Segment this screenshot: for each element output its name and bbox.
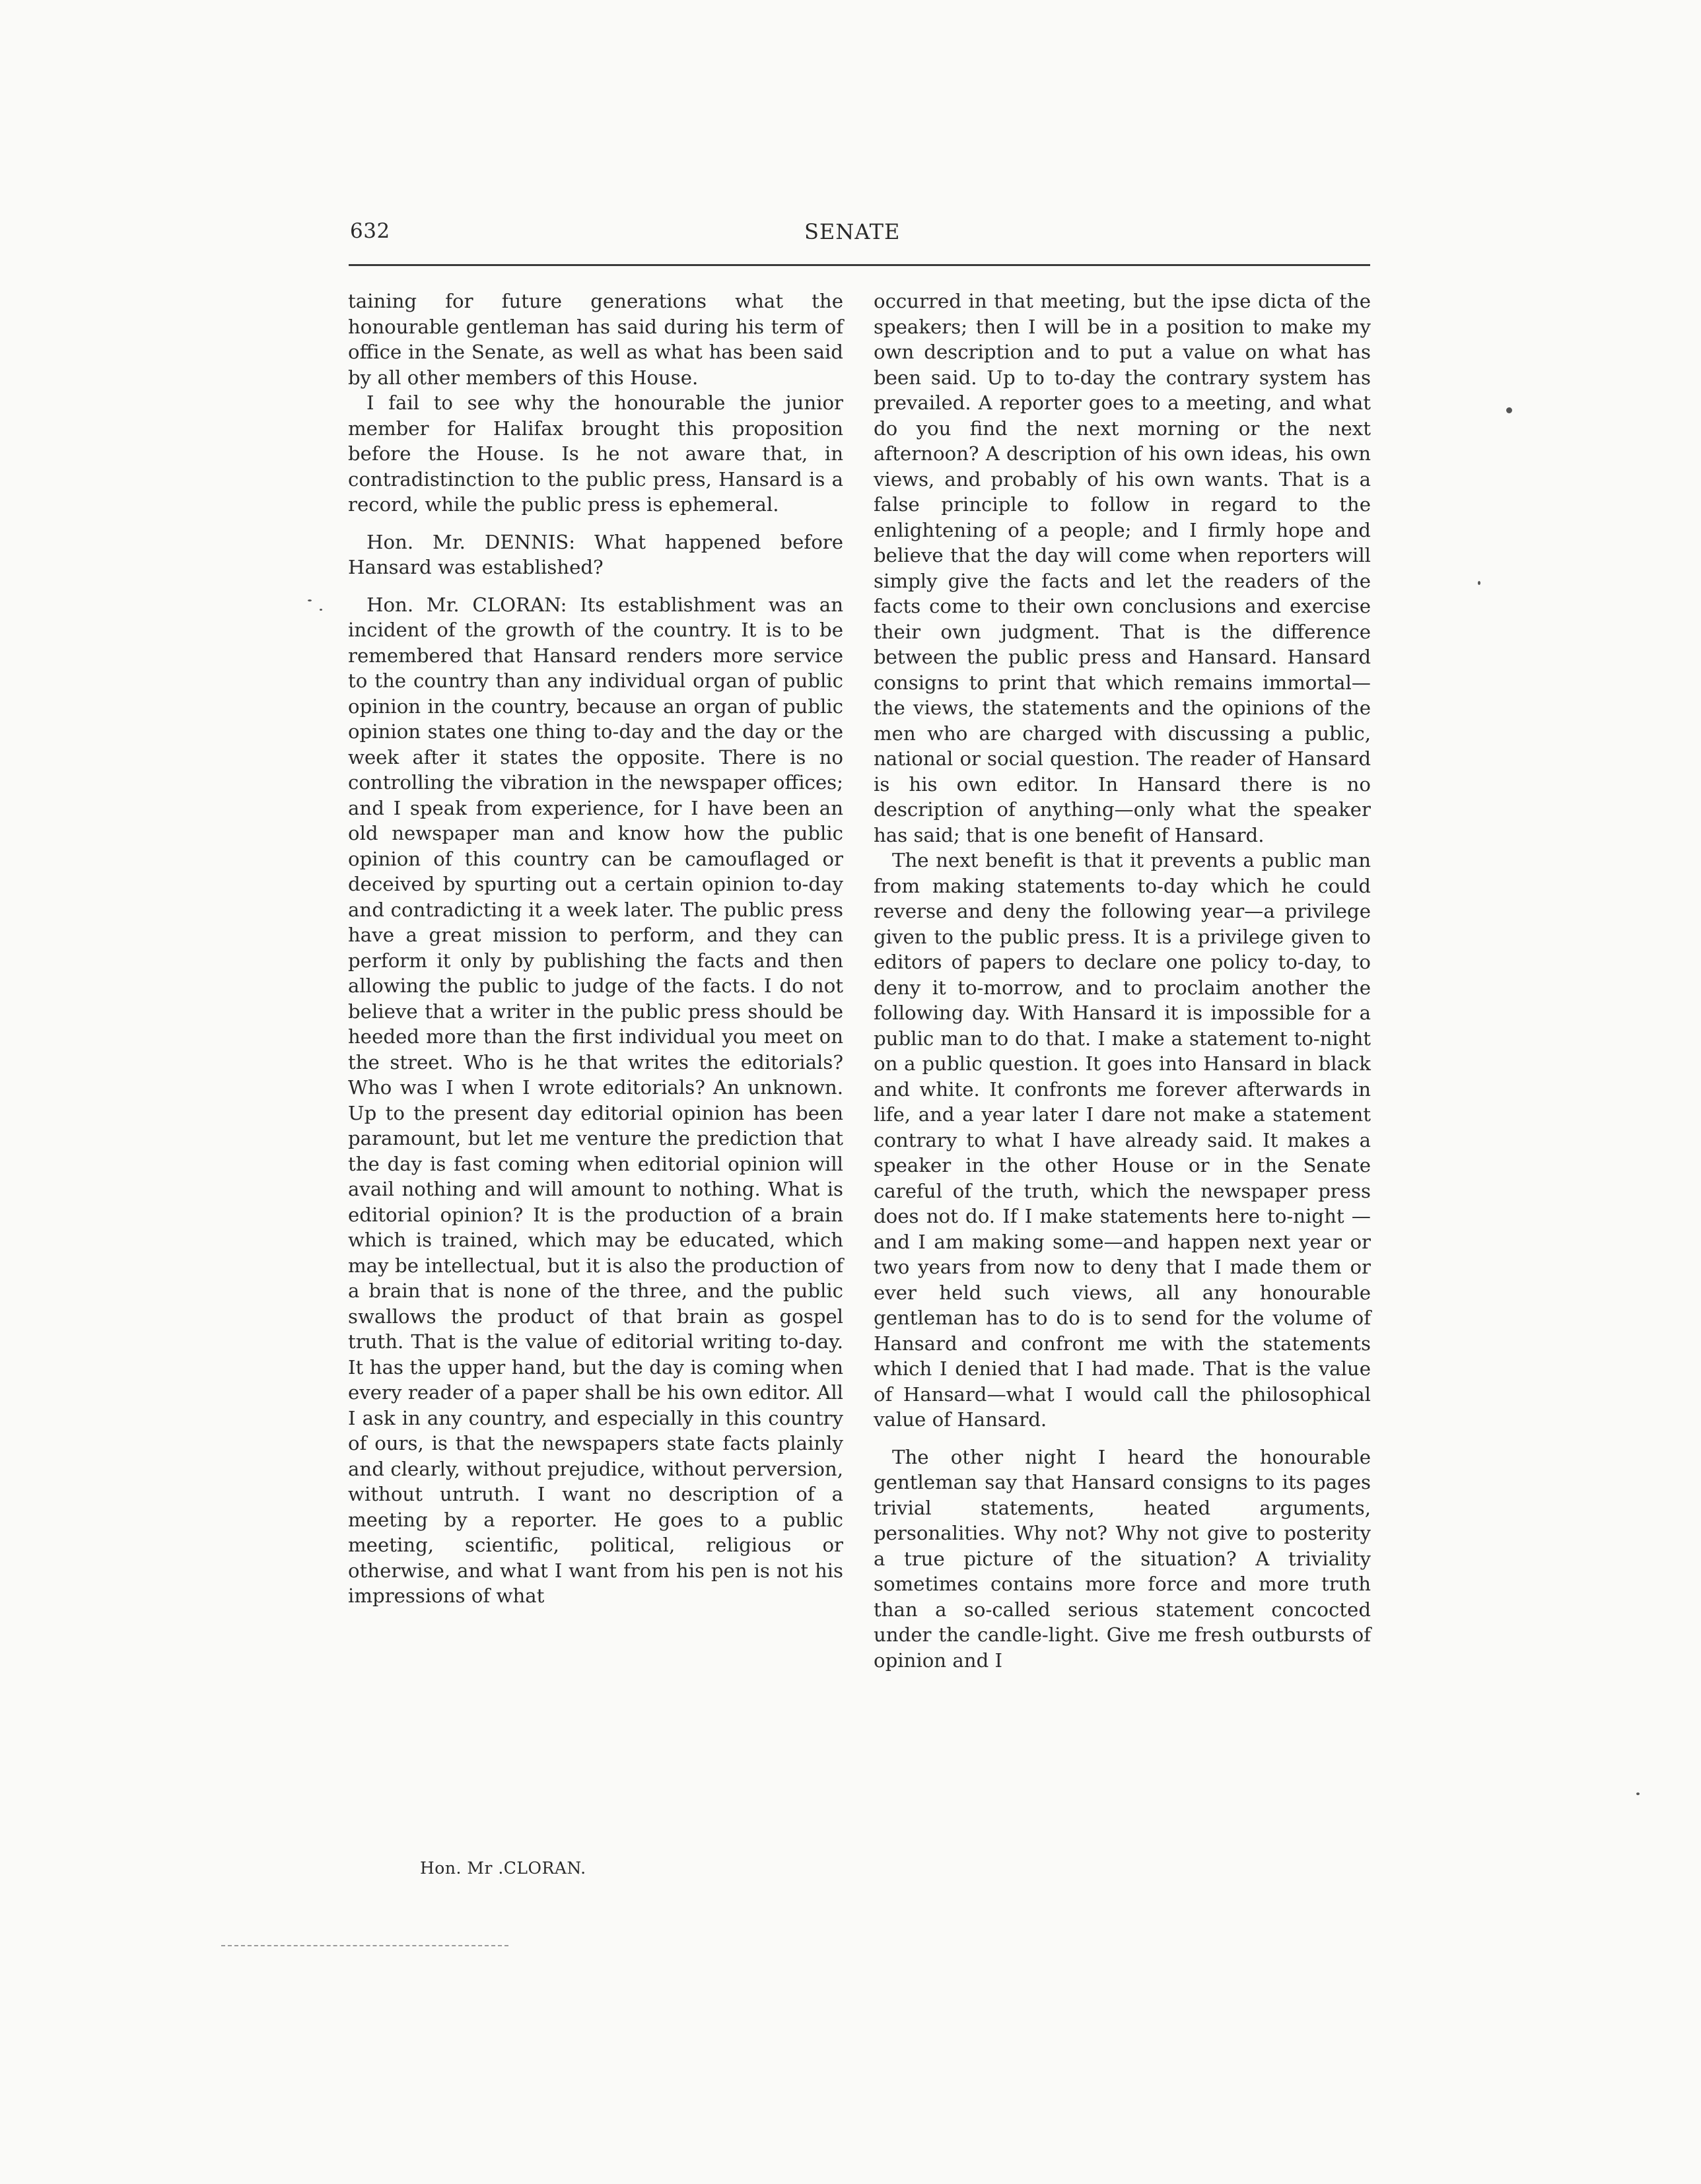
header-rule — [349, 264, 1370, 266]
paragraph: Hon. Mr. CLORAN: Its establishment was an incident of the growth of the country. It is to be remembered that Hansard renders more service to the country than any individual organ of public opinion in the country, because an organ of public opinion states one thing to-day and the day or the week after it states the opposite. There is no controlling the vibration in the newspaper offices; and I speak from experience, for I have been an old newspaper man and know how the public opinion of this country can be camouflaged or deceived by spurting out a certain opinion to-day and contradicting it a week later. The public press have a great mission to perform, and they can perform it only by publishing the facts and then allowing the public to judge of the facts. I do not believe that a writer in the public press should be heeded more than the first individual you meet on the street. Who is he that writes the editorials? Who was I when I wrote editorials? An unknown. Up to the present day editorial opinion has been paramount, but let me venture the prediction that the day is fast coming when editorial opinion will avail nothing and will amount to nothing. What is editorial opinion? It is the production of a brain which is trained, which may be educated, which may be intellectual, but it is also the production of a brain that is none of the three, and the public swallows the product of that brain as gospel truth. That is the value of editorial writing to-day. It has the upper hand, but the day is coming when every reader of a paper shall be his own editor. All I ask in any country, and especially in this country of ours, is that the newspapers state facts plainly and clearly, without prejudice, without perversion, without untruth. I want no description of a meeting by a reporter. He goes to a public meeting, scientific, political, religious or otherwise, and what I want from his pen is not his impressions of what — [348, 593, 843, 1607]
paragraph: taining for future generations what the honourable gentleman has said during his term of office in the Senate, as well as what has been said by all other members of this House. — [348, 290, 843, 389]
paragraph: Hon. Mr. DENNIS: What happened before Hansard was established? — [348, 530, 843, 578]
scan-speck — [320, 609, 322, 611]
footer-speaker-name: Hon. Mr .CLORAN. — [420, 1859, 586, 1878]
bottom-dashed-line — [221, 1945, 508, 1946]
paragraph: occurred in that meeting, but the ipse dicta of the speakers; then I will be in a position to make my own description and to put a value on what has been said. Up to to-day the contrary system has prevailed. A reporter goes to a meeting, and what do you find the next morning or the next afternoon? A description of his own ideas, his own views, and probably of his own wants. That is a false principle to follow in regard to the enlightening of a people; and I firmly hope and believe that the day will come when reporters will simply give the facts and let the readers of the facts come to their own conclusions and exercise their own judgment. That is the difference between the public press and Hansard. Hansard consigns to print that which remains immortal—the views, the statements and the opinions of the men who are charged with discussing a public, national or social question. The reader of Hansard is his own editor. In Hansard there is no description of anything—only what the speaker has said; that is one benefit of Hansard. — [874, 290, 1371, 846]
scan-speck — [308, 599, 312, 601]
left-column — [348, 289, 843, 1609]
paragraph: I fail to see why the honourable the junior member for Halifax brought this proposition before the House. Is he not aware that, in contradistinction to the public press, Hansard is a record, while the public press is ephemeral. — [348, 392, 843, 516]
scan-speck — [1636, 1792, 1640, 1795]
paragraph: The other night I heard the honourable gentleman say that Hansard consigns to its pages trivial statements, heated arguments, personalities. Why not? Why not give to posterity a true picture of the situation? A triviality sometimes contains more force and more truth than a so-called serious statement concocted under the candle-light. Give me fresh outbursts of opinion and I — [874, 1445, 1371, 1672]
scan-speck — [1478, 581, 1480, 585]
page-title: SENATE — [804, 219, 901, 244]
right-column — [874, 289, 1371, 1673]
scan-speck — [1506, 407, 1512, 413]
paragraph: The next benefit is that it prevents a public man from making statements to-day which he could reverse and deny the following year—a privilege given to the public press. It is a privilege given to editors of papers to declare one policy to-day, to deny it to-morrow, and to proclaim another the following day. With Hansard it is impossible for a public man to do that. I make a statement to-night on a public question. It goes into Hansard in black and white. It confronts me forever afterwards in life, and a year later I dare not make a statement contrary to what I have already said. It makes a speaker in the other House or in the Senate careful of the truth, which the newspaper press does not do. If I make statements here to-night —and I am making some—and happen next year or two years from now to deny that I made them or ever held such views, all any honourable gentleman has to do is to send for the volume of Hansard and confront me with the statements which I denied that I had made. That is the value of Hansard—what I would call the philosophical value of Hansard. — [874, 849, 1371, 1431]
page-number: 632 — [350, 219, 390, 243]
